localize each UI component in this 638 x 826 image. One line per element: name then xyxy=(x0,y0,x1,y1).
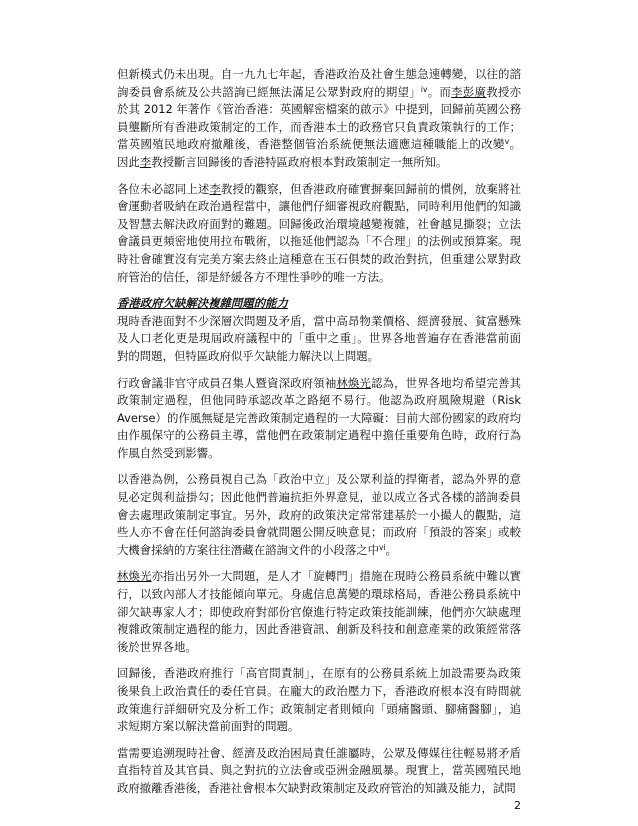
text-line xyxy=(117,269,521,287)
text-run: 及人口老化更是現屆政府議程中的「重中之重」。世界各地普遍存在香港當前面 xyxy=(117,331,521,346)
paragraph xyxy=(117,375,521,463)
text-line xyxy=(117,427,521,445)
underlined-name: 李彭廣 xyxy=(451,84,487,99)
text-line xyxy=(117,410,521,428)
text-line xyxy=(117,586,521,604)
text-run: 詢委員會系統及公共諮詢已經無法滿足公眾對政府的期望」 xyxy=(117,84,421,99)
text-run: 及智慧去解決政府面對的難題。回歸後政治環境越變複雜，社會越見撕裂；立法 xyxy=(117,216,521,231)
text-line xyxy=(117,780,521,798)
underlined-name: 李 xyxy=(139,154,152,169)
text-line xyxy=(117,621,521,639)
text-run: 由作風保守的公務員主導，當他們在政策制定過程中擔任重要角色時，政府行為 xyxy=(117,428,521,443)
text-line xyxy=(117,392,521,410)
text-run: 因此 xyxy=(117,154,140,169)
text-line xyxy=(117,348,521,366)
text-run: 會去處理政策制定事宜。另外，政府的政策決定常常建基於一小撮人的觀點，這 xyxy=(117,507,521,522)
text-line xyxy=(117,489,521,507)
text-run: 政策制定過程，但他同時承認改革之路絕不易行。他認為政府風險規避（Risk xyxy=(117,393,521,408)
text-run: 後於世界各地。 xyxy=(117,639,197,654)
text-line xyxy=(117,251,521,269)
text-line xyxy=(117,762,521,780)
text-line xyxy=(117,507,521,525)
text-line xyxy=(117,154,521,172)
text-run: 見必定與利益掛勾；因此他們普遍抗拒外界意見，並以成立各式各樣的諮詢委員 xyxy=(117,490,521,505)
text-line xyxy=(117,524,521,542)
paragraph xyxy=(117,665,521,735)
text-run: Averse）的作風無疑是完善政策制定過程的一大障礙：目前大部份國家的政府均 xyxy=(117,410,521,425)
text-run: 時社會確實沒有完美方案去終止這種意在玉石俱焚的政治對抗，但重建公眾對政 xyxy=(117,251,521,266)
text-line xyxy=(117,198,521,216)
text-run: 亦指出另外一大問題，是人才「旋轉門」措施在現時公務員系統中難以實 xyxy=(151,569,521,584)
text-line xyxy=(117,313,521,331)
paragraph xyxy=(117,181,521,287)
footnote-marker: v xyxy=(504,137,510,147)
text-run: 卻欠缺專家人才；即使政府對部份官僚進行特定政策技能訓練，他們亦欠缺處理 xyxy=(117,604,521,619)
underlined-name: 林煥光 xyxy=(117,569,152,584)
text-run: 直指特首及其官員、與之對抗的立法會或亞洲金融風暴。現實上，當英國殖民地 xyxy=(117,763,521,778)
underlined-name: 林煥光 xyxy=(336,375,372,390)
text-line xyxy=(117,181,521,199)
text-run: 會運動者吸納在政治過程當中，讓他們仔細審視政府觀點，同時利用他們的知識 xyxy=(117,199,521,214)
text-line xyxy=(117,216,521,234)
text-run: 員壟斷所有香港政策制定的工作，而香港本土的政務官只負責政策執行的工作； xyxy=(117,119,521,134)
text-run: 作風自然受到影響。 xyxy=(117,445,220,460)
section-heading xyxy=(117,295,521,313)
text-run: 回歸後，香港政府推行「高官問責制」，在原有的公務員系統上加設需要為政策 xyxy=(117,666,521,681)
text-run: 複雜政策制定過程的能力，因此香港資訊、創新及科技和創意產業的政策經常落 xyxy=(117,622,521,637)
text-run: 。 xyxy=(509,137,521,152)
text-line xyxy=(117,445,521,463)
text-run: 當需要追溯現時社會、經濟及政治困局責任誰屬時，公眾及傳媒往往輕易將矛盾 xyxy=(117,745,521,760)
text-run: 對的問題，但特區政府似乎欠缺能力解決以上問題。 xyxy=(117,348,379,363)
text-run: 於其 2012 年著作《管治香港：英國解密檔案的啟示》中提到，回歸前英國公務 xyxy=(117,102,521,117)
paragraph xyxy=(117,471,521,559)
text-line xyxy=(117,639,521,657)
text-run: 後果負上政治責任的委任官員。在龐大的政治壓力下，香港政府根本沒有時間就 xyxy=(117,684,521,698)
page-number: 2 xyxy=(514,799,521,812)
text-run: 認為，世界各地均希望完善其 xyxy=(371,375,521,390)
text-line xyxy=(117,101,521,119)
text-run: 各位未必認同上述 xyxy=(117,181,210,196)
text-run: 些人亦不會在任何諮詢委員會就問題公開反映意見；而政府「預設的答案」或較 xyxy=(117,525,521,540)
text-line xyxy=(117,84,521,102)
paragraph xyxy=(117,313,521,366)
text-line xyxy=(117,471,521,489)
text-run: 行政會議非官守成員召集人暨資深政府領袖 xyxy=(117,375,337,390)
text-line xyxy=(117,568,521,586)
text-line xyxy=(117,119,521,137)
text-line xyxy=(117,295,521,313)
text-run: 教授的觀察，但香港政府確實摒棄回歸前的慣例，放棄將社 xyxy=(220,181,521,196)
text-line xyxy=(117,683,521,701)
text-line xyxy=(117,542,521,560)
section-heading-text: 香港政府欠缺解決複雜問題的能力 xyxy=(117,296,288,311)
text-run: 府管治的信任，卻是紓緩各方不理性爭吵的唯一方法。 xyxy=(117,269,391,284)
text-line xyxy=(117,718,521,736)
underlined-name: 李 xyxy=(209,181,221,196)
text-run: 教授斷言回歸後的香港特區政府根本對政策制定一無所知。 xyxy=(151,154,448,169)
text-line xyxy=(117,375,521,393)
text-run: 政府撤離香港後，香港社會根本欠缺對政策制定及政府管治的知識及能力，試問 xyxy=(117,780,516,795)
text-run: 但新模式仍未出現。自一九九七年起，香港政治及社會生態急速轉變，以往的諮 xyxy=(117,67,521,81)
text-line xyxy=(117,330,521,348)
paragraph xyxy=(117,66,521,172)
footnote-marker: iv xyxy=(420,84,428,94)
text-line xyxy=(117,66,521,84)
text-run: 求短期方案以解決當前面對的問題。 xyxy=(117,719,300,734)
text-run: 現時香港面對不少深層次問題及矛盾，當中高昂物業價格、經濟發展、貧富懸殊 xyxy=(117,313,521,328)
text-line xyxy=(117,745,521,763)
text-run: 行，以致內部人才技能傾向單元。身處信息萬變的環球格局，香港公務員系統中 xyxy=(117,587,521,602)
text-line xyxy=(117,701,521,719)
text-run: 當英國殖民地政府撤離後，香港整個管治系統便無法適應這種職能上的改變 xyxy=(117,137,505,152)
paragraph xyxy=(117,745,521,798)
text-run: 。而 xyxy=(427,84,452,99)
paragraph xyxy=(117,568,521,656)
footnote-marker: vi xyxy=(379,542,386,552)
text-run: 以香港為例，公務員視自己為「政治中立」及公眾利益的捍衛者，認為外界的意 xyxy=(117,472,521,487)
text-line xyxy=(117,233,521,251)
text-run: 會議員更頻密地使用拉布戰術，以拖延他們認為「不合理」的法例或預算案。現 xyxy=(117,234,521,249)
text-line xyxy=(117,604,521,622)
text-run: 。 xyxy=(385,542,397,557)
text-line xyxy=(117,665,521,683)
text-line xyxy=(117,136,521,154)
text-run: 教授亦 xyxy=(486,84,521,99)
document-body xyxy=(117,66,521,807)
text-run: 政策進行詳細研究及分析工作；政策制定者則傾向「頭痛醫頭、腳痛醫腳」，追 xyxy=(117,701,521,716)
text-run: 大機會採納的方案往往潛藏在諮詢文件的小段落之中 xyxy=(117,542,379,557)
